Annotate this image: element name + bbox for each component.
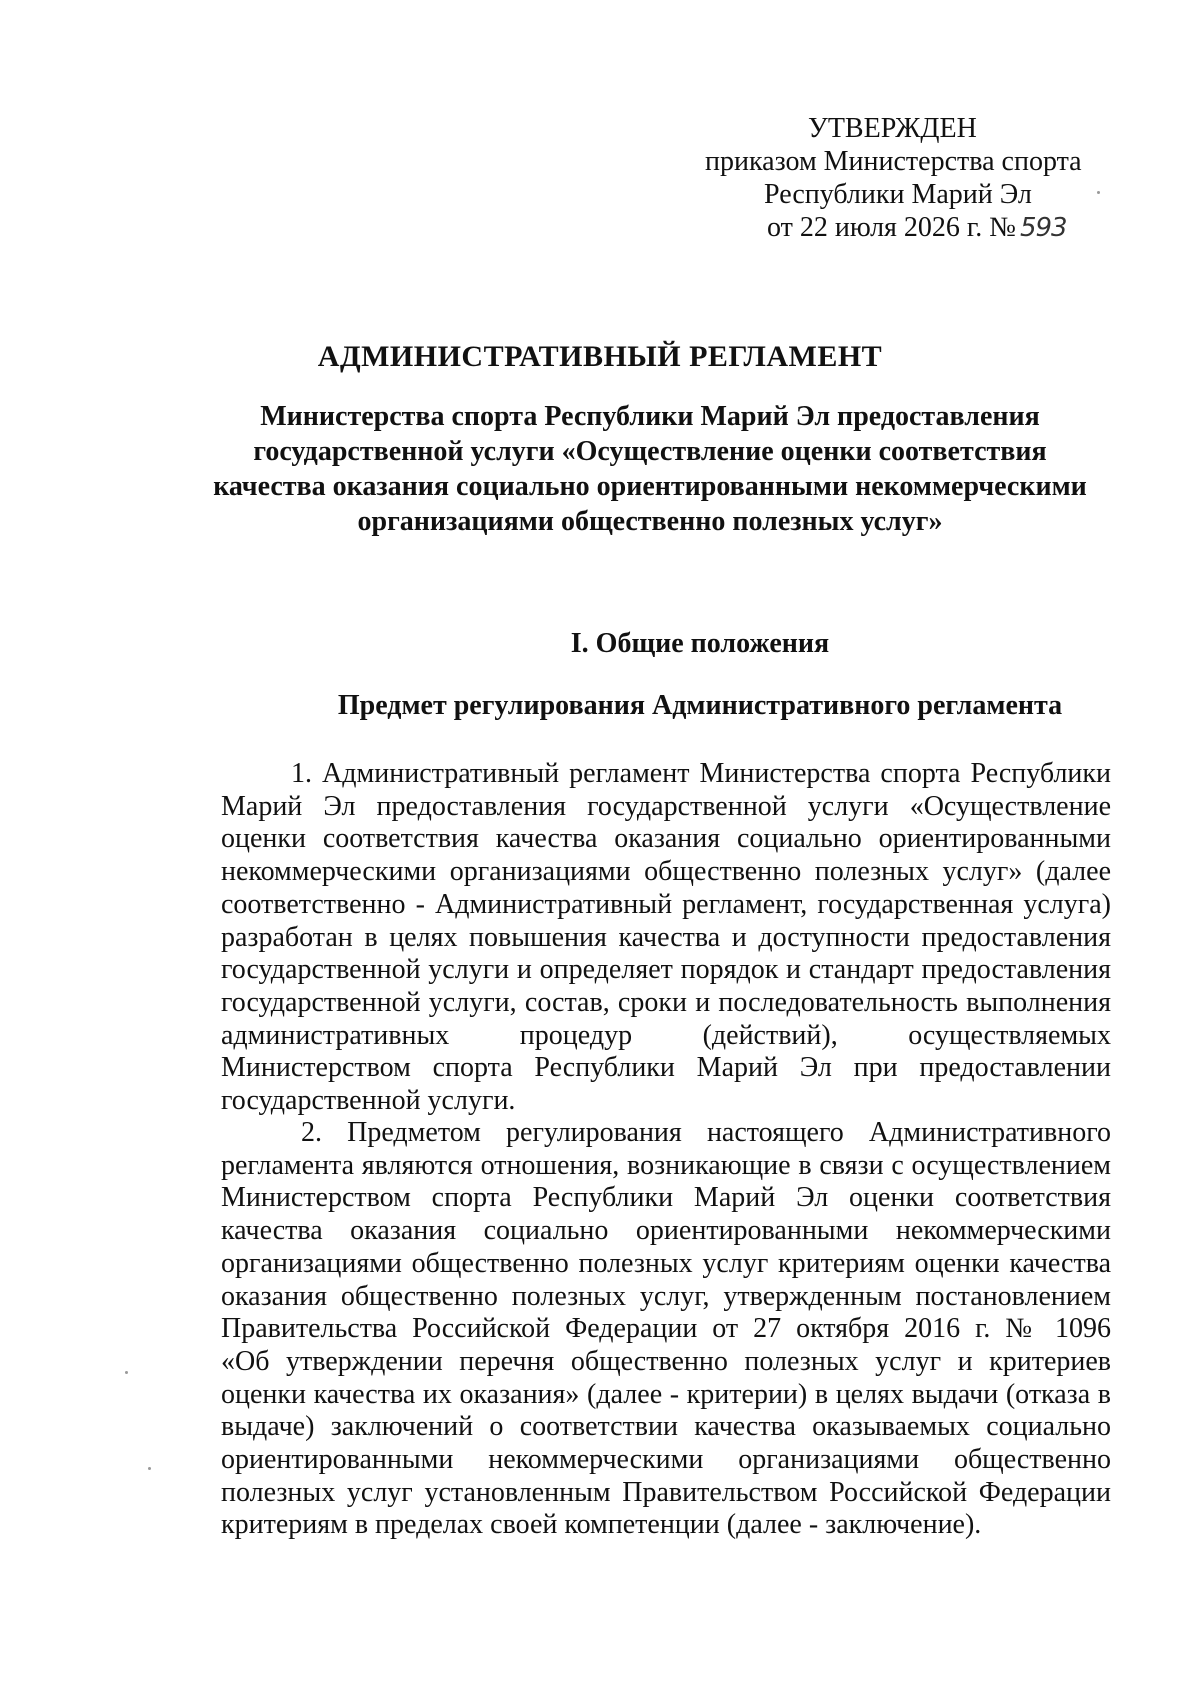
paragraph-line: государственной услуги. — [221, 1085, 516, 1117]
paragraph-line: полезных услуг установленным Правительством Российской Федерации — [221, 1476, 1111, 1508]
scan-speck — [1097, 191, 1100, 194]
section-heading: I. Общие положения — [570, 628, 830, 659]
subsection-heading: Предмет регулирования Административного регламента — [337, 690, 1063, 721]
paragraph-line: некоммерческими организациями общественно полезных услуг» (далее — [221, 856, 1111, 888]
paragraph-line: качества оказания социально ориентированными некоммерческими — [221, 1215, 1111, 1247]
subtitle-line: качества оказания социально ориентированными некоммерческими — [213, 471, 1087, 502]
paragraph-line: разработан в целях повышения качества и доступности предоставления — [221, 921, 1111, 953]
scan-speck — [125, 1371, 128, 1374]
paragraph-line: оказания общественно полезных услуг, утвержденным постановлением — [221, 1280, 1111, 1312]
paragraph-line: критериям в пределах своей компетенции (далее - заключение). — [221, 1509, 982, 1541]
paragraph-line: оценки качества их оказания» (далее - критерии) в целях выдачи (отказа в — [221, 1378, 1111, 1410]
paragraph-line: административных процедур (действий), осуществляемых — [221, 1019, 1111, 1051]
paragraph-line: 2. Предметом регулирования настоящего Административного — [301, 1117, 1111, 1148]
paragraph-line: регламента являются отношения, возникающие в связи с осуществлением — [221, 1149, 1111, 1181]
paragraph-line: «Об утверждении перечня общественно полезных услуг и критериев — [221, 1345, 1111, 1377]
paragraph-1 — [221, 758, 1111, 1118]
paragraph-line: оценки соответствия качества оказания социально ориентированными — [221, 823, 1111, 855]
paragraph-line: Министерством спорта Республики Марий Эл при предоставлении — [221, 1052, 1111, 1084]
subtitle-line: организациями общественно полезных услуг» — [357, 506, 943, 537]
paragraph-line: организациями общественно полезных услуг критериям оценки качества — [221, 1247, 1111, 1279]
approval-line-approved: УТВЕРЖДЕН — [808, 113, 977, 144]
paragraph-line: государственной услуги и определяет порядок и стандарт предоставления — [221, 954, 1111, 986]
scan-speck — [148, 1467, 151, 1470]
paragraph-line: ориентированными некоммерческими организациями общественно — [221, 1444, 1111, 1476]
paragraph-line: соответственно - Административный регламент, государственная услуга) — [221, 888, 1111, 920]
paragraph-line: государственной услуги, состав, сроки и последовательность выполнения — [221, 986, 1111, 1018]
handwritten-order-number: 593 — [1019, 213, 1067, 243]
paragraph-line: выдаче) заключений о соответствии качества оказываемых социально — [221, 1411, 1111, 1443]
document-subtitle — [200, 399, 1100, 539]
document-title: АДМИНИСТРАТИВНЫЙ РЕГЛАМЕНТ — [317, 340, 883, 373]
paragraph-line: Правительства Российской Федерации от 27 октября 2016 г. № 1096 — [221, 1313, 1111, 1345]
approval-date-text: от 22 июля 2026 г. № — [767, 212, 1016, 243]
paragraph-line: Министерством спорта Республики Марий Эл оценки соответствия — [221, 1182, 1111, 1214]
subtitle-line: Министерства спорта Республики Марий Эл предоставления — [260, 401, 1040, 432]
paragraph-2 — [221, 1117, 1111, 1542]
approval-stamp-block — [690, 112, 1110, 245]
approval-line-republic: Республики Марий Эл — [764, 179, 1032, 210]
subtitle-line: государственной услуги «Осуществление оценки соответствия — [253, 436, 1047, 467]
approval-line-order: приказом Министерства спорта — [705, 146, 1082, 177]
approval-line-date — [690, 211, 1110, 245]
paragraph-line: Марий Эл предоставления государственной услуги «Осуществление — [221, 790, 1111, 822]
paragraph-line: 1. Административный регламент Министерства спорта Республики — [291, 758, 1111, 789]
